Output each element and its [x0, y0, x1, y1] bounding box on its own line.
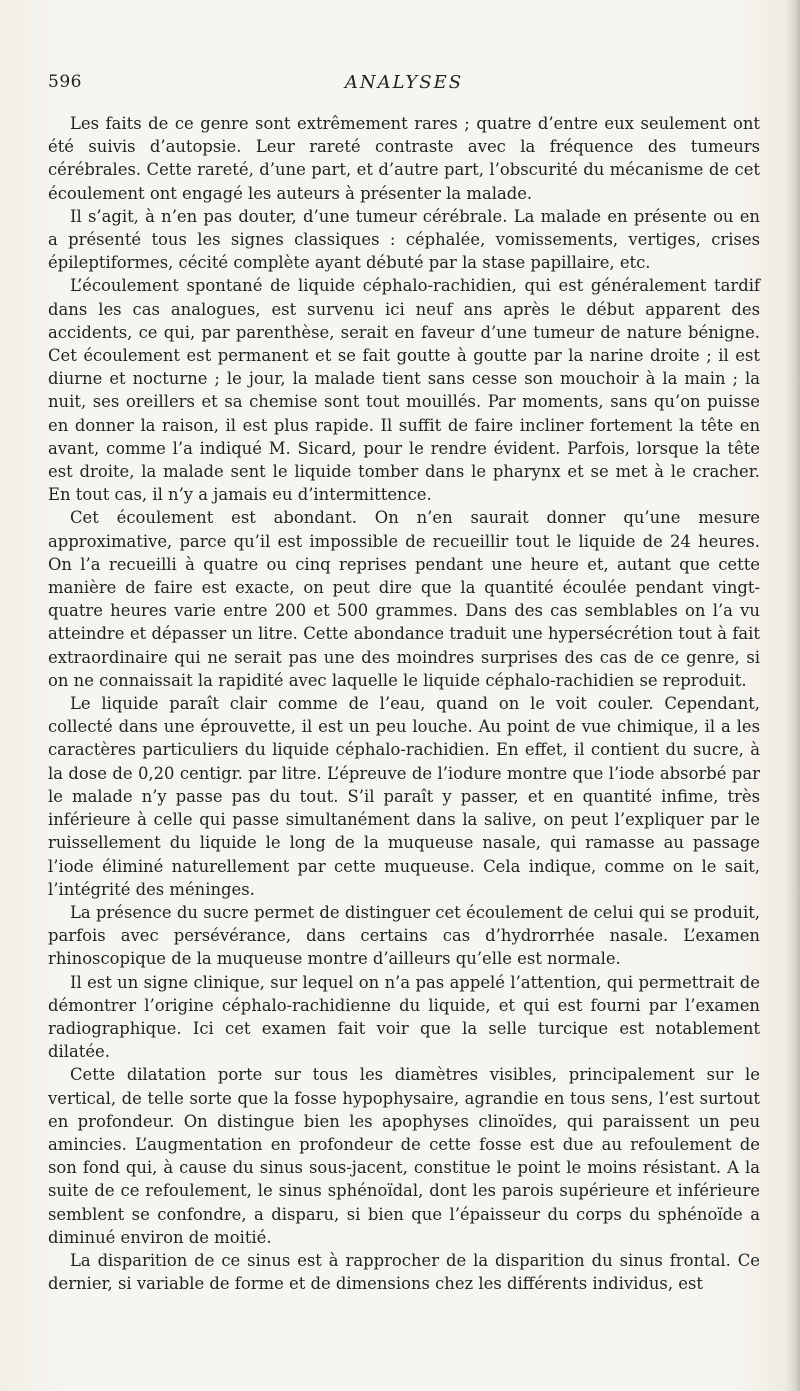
page-header: [48, 72, 760, 98]
running-title: ANALYSES: [344, 72, 464, 93]
paragraph-6: La présence du sucre permet de distinguer cet écoulement de celui qui se produit, parfois avec persévérance, dans certains cas d’hydrorrhée nasale. L’examen rhinoscopique de la muqueuse montre d’ailleurs qu’elle est normale.: [48, 902, 760, 969]
paragraph-3: L’écoulement spontané de liquide céphalo-rachidien, qui est généralement tardif dans les cas analogues, est survenu ici neuf ans après le début apparent des accidents, ce qui, par parenthèse, serait en faveur d’une tumeur de nature bénigne. Cet écoulement est permanent et se fait goutte à goutte par la narine droite ; il est diurne et nocturne ; le jour, la malade tient sans cesse son mouchoir à la main ; la nuit, ses oreillers et sa chemise sont tout mouillés. Par moments, sans qu’on puisse en donner la raison, il est plus rapide. Il suffit de faire incliner fortement la tête en avant, comme l’a indiqué M. Sicard, pour le rendre évident. Parfois, lorsque la tête est droite, la malade sent le liquide tomber dans le pharynx et se met à le cracher. En tout cas, il n’y a jamais eu d’intermittence.: [48, 276, 760, 505]
page-edge-shadow: [786, 0, 800, 1391]
paragraph-7: Il est un signe clinique, sur lequel on n’a pas appelé l’attention, qui permettrait de démontrer l’origine céphalo-rachidienne du liquide, et qui est fourni par l’examen radiographique. Ici cet examen fait voir que la selle turcique est notablement dilatée.: [48, 972, 760, 1062]
paragraph-1: Les faits de ce genre sont extrêmement rares ; quatre d’entre eux seulement ont été suivis d’autopsie. Leur rareté contraste avec la fréquence des tumeurs cérébrales. Cette rareté, d’une part, et d’autre part, l’obscurité du mécanisme de cet écoulement ont engagé les auteurs à présenter la malade.: [48, 114, 760, 203]
paragraph-5: Le liquide paraît clair comme de l’eau, quand on le voit couler. Cependant, collecté dans une éprouvette, il est un peu louche. Au point de vue chimique, il a les caractères particuliers du liquide céphalo-rachidien. En effet, il contient du sucre, à la dose de 0,20 centigr. par litre. L’épreuve de l’iodure montre que l’iode absorbé par le malade n’y passe pas du tout. S’il paraît y passer, et en quantité infime, très inférieure à celle qui passe simultanément dans la salive, on peut l’expliquer par le ruissellement du liquide le long de la muqueuse nasale, qui ramasse au passage l’iode éliminé naturellement par cette muqueuse. Cela indique, comme on le sait, l’intégrité des méninges.: [48, 694, 760, 899]
paragraph-4: Cet écoulement est abondant. On n’en saurait donner qu’une mesure approximative, parce qu’il est impossible de recueillir tout le liquide de 24 heures. On l’a recueilli à quatre ou cinq reprises pendant une heure et, autant que cette manière de faire est exacte, on peut dire que la quantité écoulée pendant vingt-quatre heures varie entre 200 et 500 grammes. Dans des cas semblables on l’a vu atteindre et dépasser un litre. Cette abondance traduit une hypersécrétion tout à fait extraordinaire qui ne serait pas une des moindres surprises des cas de ce genre, si on ne connaissait la rapidité avec laquelle le liquide céphalo-rachidien se reproduit.: [48, 508, 760, 690]
page-number: 596: [48, 72, 82, 92]
body-text: [48, 112, 760, 1295]
paragraph-8: Cette dilatation porte sur tous les diamètres visibles, principalement sur le vertical, de telle sorte que la fosse hypophysaire, agrandie en tous sens, l’est surtout en profondeur. On distingue bien les apophyses clinoïdes, qui paraissent un peu amincies. L’augmentation en profondeur de cette fosse est due au refoulement de son fond qui, à cause du sinus sous-jacent, constitue le point le moins résistant. A la suite de ce refoulement, le sinus sphénoïdal, dont les parois supérieure et inférieure semblent se confondre, a disparu, si bien que l’épaisseur du corps du sphénoïde a diminué environ de moitié.: [48, 1065, 760, 1247]
paragraph-2: Il s’agit, à n’en pas douter, d’une tumeur cérébrale. La malade en présente ou en a présenté tous les signes classiques : céphalée, vomissements, vertiges, crises épileptiformes, cécité complète ayant débuté par la stase papillaire, etc.: [48, 206, 760, 273]
paragraph-9: La disparition de ce sinus est à rapprocher de la disparition du sinus frontal. Ce dernier, si variable de forme et de dimensions chez les différents individus, est: [48, 1250, 760, 1294]
